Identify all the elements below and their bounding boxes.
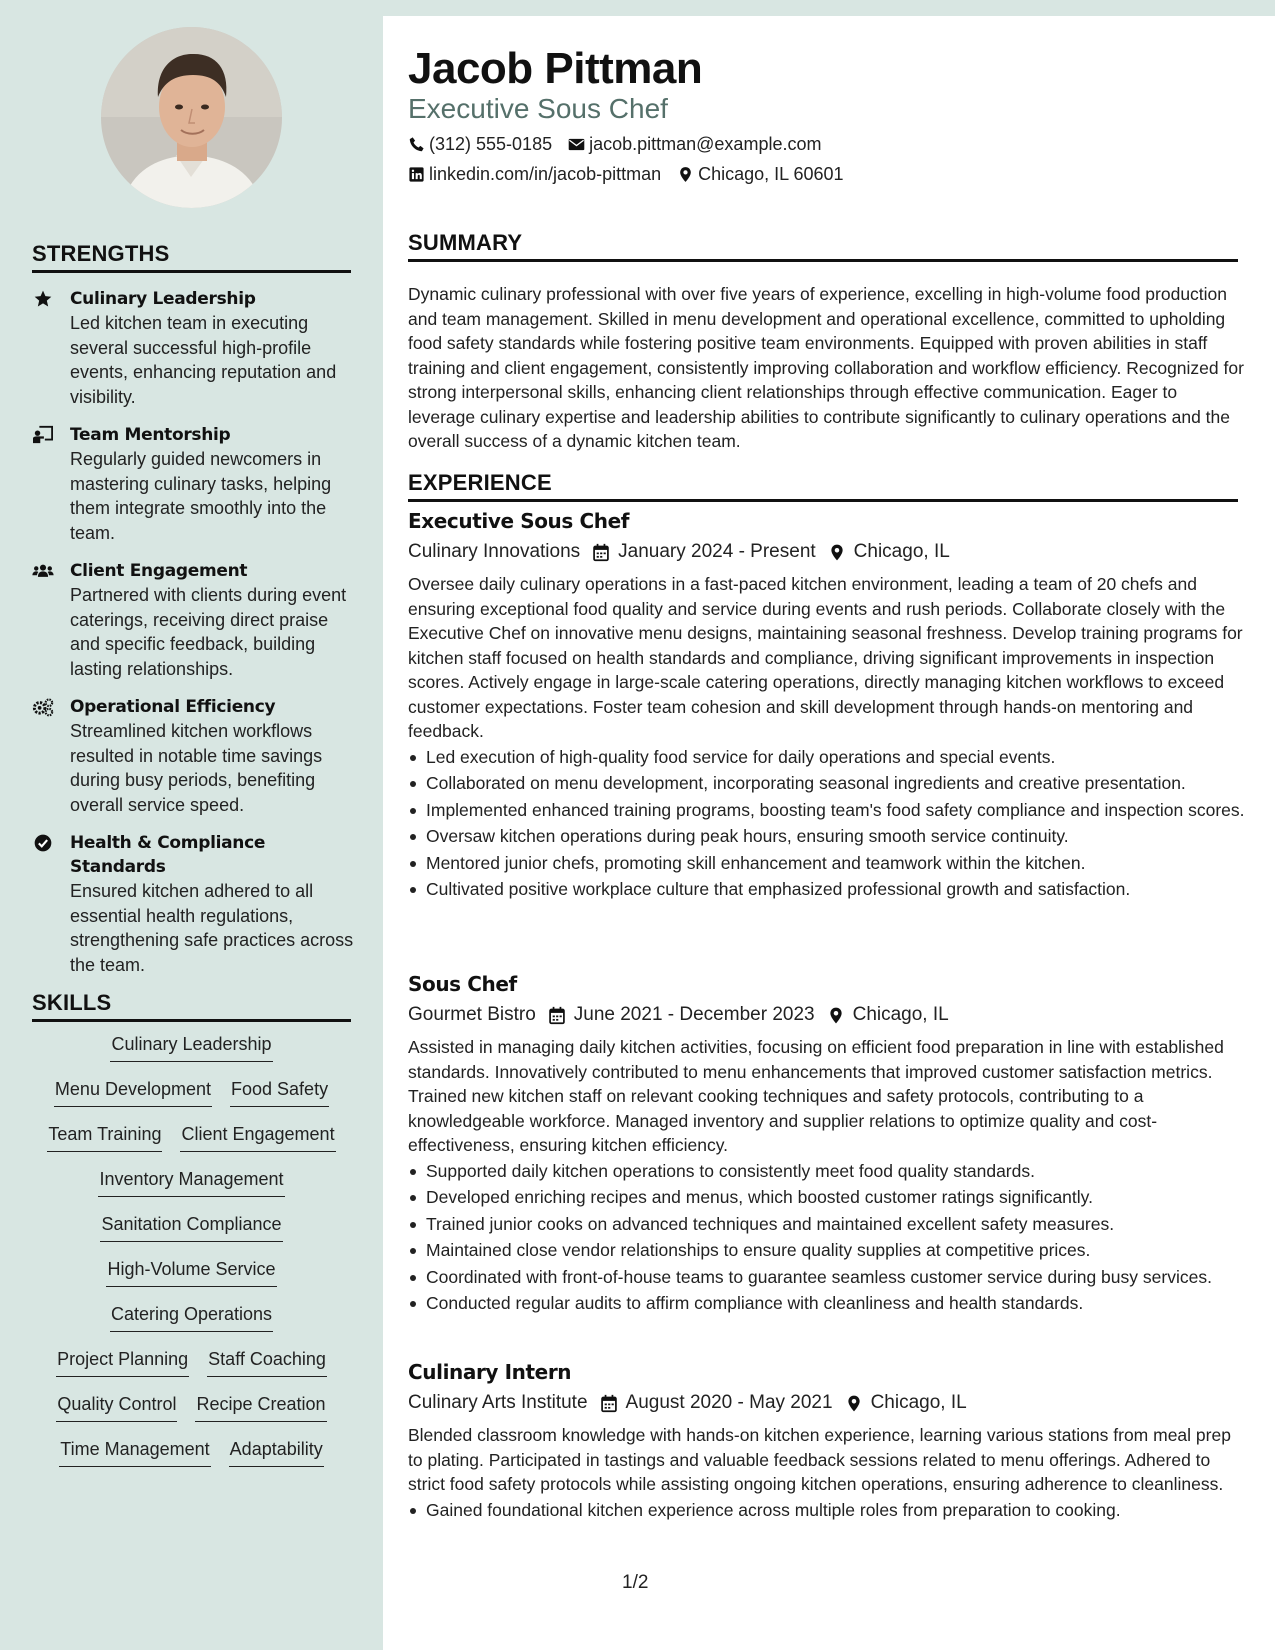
skill-row — [32, 1212, 351, 1257]
linkedin-icon — [408, 166, 425, 183]
list-item: Led execution of high-quality food service for daily operations and special events. — [408, 745, 1248, 770]
job-description: Assisted in managing daily kitchen activities, focusing on efficient food preparation in line with established standards. Innovatively contributed to menu enhancements that improved customer satisfaction metrics. Trained new kitchen staff on relevant cooking techniques and safety protocols, contributing to a knowledgeable workforce. Managed inventory and supplier relations to optimize quality and cost-effectiveness, ensuring kitchen efficiency. — [408, 1037, 1224, 1155]
list-item: Oversaw kitchen operations during peak hours, ensuring smooth service continuity. — [408, 824, 1248, 849]
job-description: Blended classroom knowledge with hands-on kitchen experience, learning various stations from meal prep to plating. Participated in tastings and valuable feedback sessions related to menu offerings. Adhered to strict food safety protocols while assisting ongoing kitchen operations, ensuring adherence to cleanliness. — [408, 1425, 1231, 1494]
list-item: Developed enriching recipes and menus, which boosted customer ratings significantly. — [408, 1185, 1248, 1210]
job-title: Culinary Intern — [408, 1360, 572, 1384]
skill-tag: Project Planning — [56, 1347, 189, 1377]
job-dates: June 2021 - December 2023 — [573, 1004, 815, 1025]
job-entry — [408, 506, 1248, 904]
strength-title: Client Engagement — [70, 561, 248, 581]
chalkboard-teacher-icon — [32, 425, 54, 445]
map-pin-icon — [845, 1394, 863, 1413]
list-item: Gained foundational kitchen experience across multiple roles from preparation to cooking. — [408, 1498, 1248, 1523]
check-circle-icon — [32, 833, 54, 853]
skill-row — [32, 1257, 351, 1302]
strength-description: Partnered with clients during event caterings, receiving direct praise and specific feedback, building lasting relationships. — [70, 585, 347, 679]
phone-icon — [408, 136, 425, 153]
job-title: Executive Sous Chef — [408, 509, 630, 533]
skill-tag: High-Volume Service — [106, 1257, 276, 1287]
strength-title: Culinary Leadership — [70, 289, 256, 309]
strength-item — [32, 423, 357, 545]
skills-heading: SKILLS — [32, 990, 351, 1022]
email-link[interactable]: jacob.pittman@example.com — [589, 134, 822, 154]
map-pin-icon — [677, 166, 694, 183]
summary-text: Dynamic culinary professional with over five years of experience, excelling in high-volume food production and team management. Skilled in menu development and operational excellence, committed to upholding food safety standards while fostering positive team environments. Equipped with proven abilities in staff training and client engagement, consistently improving collaboration and workflow efficiency. Recognized for strong interpersonal skills, enhancing client relationships through effective communication. Eager to leverage culinary expertise and leadership abilities to contribute significantly to culinary operations and the overall success of a dynamic kitchen team. — [408, 284, 1244, 451]
strength-description: Led kitchen team in executing several successful high-profile events, enhancing reputation and visibility. — [70, 313, 337, 407]
skill-tag: Adaptability — [229, 1437, 324, 1467]
list-item: Conducted regular audits to affirm compliance with cleanliness and health standards. — [408, 1291, 1248, 1316]
job-meta — [408, 999, 1248, 1031]
strength-item — [32, 695, 357, 817]
job-bullets — [408, 1498, 1248, 1523]
job-location: Chicago, IL — [870, 1392, 967, 1413]
skill-row — [32, 1032, 351, 1077]
skill-tag: Time Management — [59, 1437, 210, 1467]
map-pin-icon — [827, 1006, 845, 1025]
skill-tag: Staff Coaching — [207, 1347, 327, 1377]
job-entry — [408, 1357, 1248, 1524]
location-text: Chicago, IL 60601 — [698, 164, 844, 184]
skill-row — [32, 1302, 351, 1347]
skill-tag: Sanitation Compliance — [100, 1212, 282, 1242]
strength-item — [32, 559, 357, 681]
sidebar — [0, 0, 383, 1650]
strength-title: Team Mentorship — [70, 425, 231, 445]
experience-heading: EXPERIENCE — [408, 470, 1238, 502]
candidate-title: Executive Sous Chef — [408, 93, 668, 124]
skill-tag: Menu Development — [54, 1077, 212, 1107]
job-location: Chicago, IL — [853, 541, 950, 562]
skill-tag: Culinary Leadership — [110, 1032, 272, 1062]
job-title: Sous Chef — [408, 972, 517, 996]
skill-row — [32, 1347, 351, 1392]
skill-tag: Team Training — [47, 1122, 162, 1152]
job-dates: January 2024 - Present — [618, 541, 816, 562]
strength-description: Regularly guided newcomers in mastering culinary tasks, helping them integrate smoothly into the team. — [70, 449, 332, 543]
calendar-icon — [548, 1006, 566, 1025]
skill-tag: Recipe Creation — [195, 1392, 326, 1422]
strength-title: Operational Efficiency — [70, 697, 276, 717]
job-location: Chicago, IL — [852, 1004, 949, 1025]
list-item: Cultivated positive workplace culture that emphasized professional growth and satisfaction. — [408, 877, 1248, 902]
list-item: Trained junior cooks on advanced techniques and maintained excellent safety measures. — [408, 1212, 1248, 1237]
profile-photo — [101, 27, 282, 208]
main-content — [383, 16, 1275, 1650]
skills-list — [32, 1032, 351, 1482]
job-description: Oversee daily culinary operations in a fast-paced kitchen environment, leading a team of 20 chefs and ensuring exceptional food quality and service during events and rush periods. Collaborate closely with the Executive Chef on innovative menu designs, maintaining seasonal freshness. Develop training programs for kitchen staff focused on health standards and compliance, driving significant improvements in inspection scores. Actively engage in large-scale catering operations, directly managing kitchen workflows to exceed customer expectations. Foster team cohesion and skill development through hands-on mentoring and feedback. — [408, 574, 1243, 741]
list-item: Implemented enhanced training programs, boosting team's food safety compliance and inspection scores. — [408, 798, 1248, 823]
users-icon — [32, 561, 54, 581]
job-company: Gourmet Bistro — [408, 1004, 536, 1025]
list-item: Maintained close vendor relationships to ensure quality supplies at competitive prices. — [408, 1238, 1248, 1263]
list-item: Supported daily kitchen operations to consistently meet food quality standards. — [408, 1159, 1248, 1184]
skill-tag: Client Engagement — [180, 1122, 335, 1152]
strength-description: Ensured kitchen adhered to all essential health regulations, strengthening safe practices across the team. — [70, 881, 354, 975]
job-dates: August 2020 - May 2021 — [625, 1392, 833, 1413]
calendar-icon — [600, 1394, 618, 1413]
job-bullets — [408, 1159, 1248, 1316]
calendar-icon — [592, 543, 610, 562]
skill-tag: Quality Control — [56, 1392, 177, 1422]
skill-row — [32, 1077, 351, 1122]
skill-row — [32, 1122, 351, 1167]
job-meta — [408, 1387, 1248, 1419]
skill-row — [32, 1437, 351, 1482]
list-item: Collaborated on menu development, incorporating seasonal ingredients and creative presentation. — [408, 771, 1248, 796]
job-bullets — [408, 745, 1248, 902]
strength-item — [32, 831, 357, 977]
list-item: Mentored junior chefs, promoting skill enhancement and teamwork within the kitchen. — [408, 851, 1248, 876]
skill-tag: Food Safety — [230, 1077, 329, 1107]
page-number: 1/2 — [622, 1572, 649, 1593]
strength-description: Streamlined kitchen workflows resulted in notable time savings during busy periods, benefiting overall service speed. — [70, 721, 323, 815]
envelope-icon — [568, 136, 585, 153]
strengths-list — [32, 287, 357, 991]
profile-photo-image — [101, 27, 282, 208]
map-pin-icon — [828, 543, 846, 562]
strength-item — [32, 287, 357, 409]
list-item: Coordinated with front-of-house teams to guarantee seamless customer service during busy services. — [408, 1265, 1248, 1290]
skill-row — [32, 1392, 351, 1437]
summary-heading: SUMMARY — [408, 230, 1238, 262]
job-company: Culinary Innovations — [408, 541, 581, 562]
star-icon — [32, 289, 54, 309]
skill-tag: Inventory Management — [98, 1167, 284, 1197]
gears-icon — [32, 697, 54, 717]
skill-tag: Catering Operations — [110, 1302, 273, 1332]
strengths-heading: STRENGTHS — [32, 241, 351, 273]
job-meta — [408, 536, 1248, 568]
linkedin-link[interactable]: linkedin.com/in/jacob-pittman — [429, 164, 662, 184]
phone-number[interactable]: (312) 555-0185 — [429, 134, 553, 154]
job-entry — [408, 969, 1248, 1318]
strength-title: Health & Compliance Standards — [70, 833, 266, 877]
contact-row-2 — [408, 164, 844, 185]
skill-row — [32, 1167, 351, 1212]
candidate-name: Jacob Pittman — [408, 44, 703, 93]
job-company: Culinary Arts Institute — [408, 1392, 588, 1413]
contact-row-1 — [408, 134, 821, 155]
